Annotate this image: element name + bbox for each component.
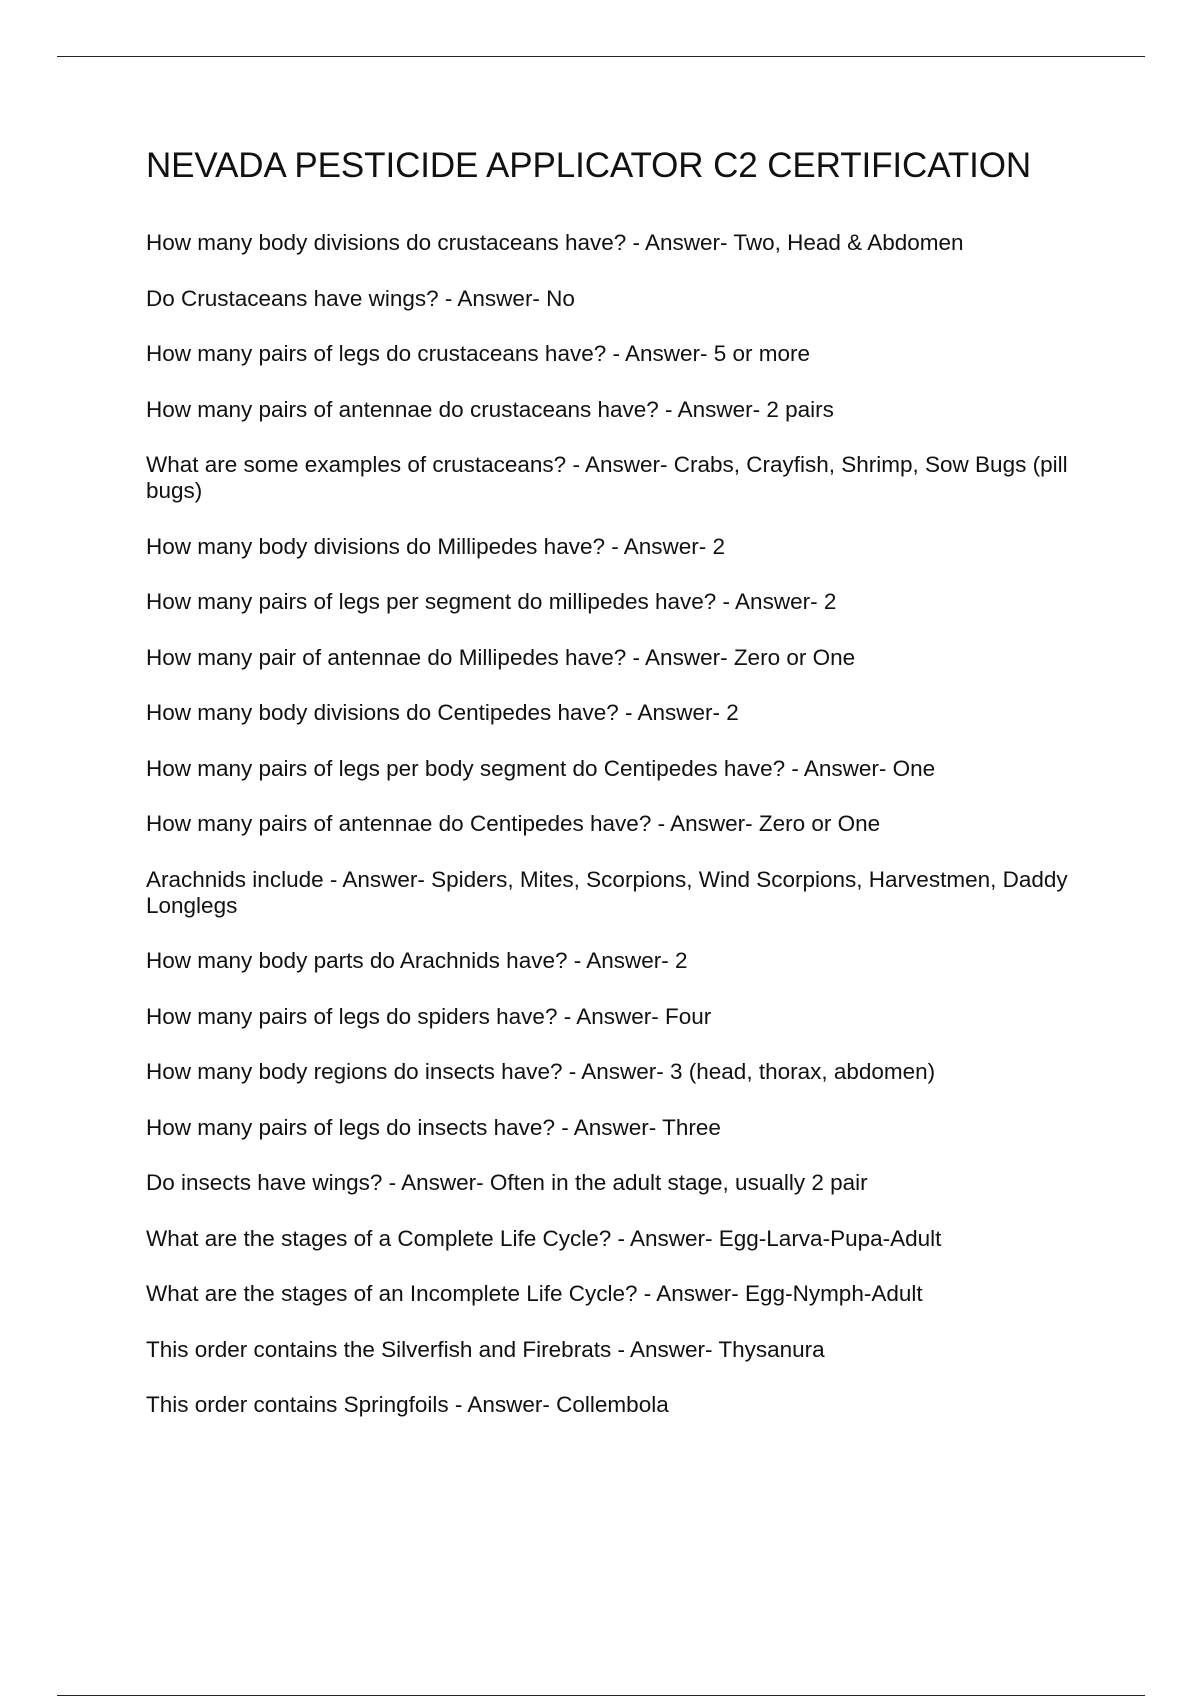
qa-item: This order contains the Silverfish and Firebrats - Answer- Thysanura	[146, 1336, 825, 1362]
qa-item: How many body divisions do Millipedes have? - Answer- 2	[146, 533, 726, 559]
qa-item: Do insects have wings? - Answer- Often in the adult stage, usually 2 pair	[146, 1170, 868, 1195]
qa-item: How many pairs of antennae do crustaceans have? - Answer- 2 pairs	[146, 396, 834, 422]
qa-item: How many pairs of antennae do Centipedes have? - Answer- Zero or One	[146, 811, 881, 836]
footer-rule	[57, 1695, 1145, 1696]
qa-item: How many pairs of legs do spiders have? - Answer- Four	[146, 1003, 712, 1029]
qa-item: What are the stages of an Incomplete Life Cycle? - Answer- Egg-Nymph-Adult	[146, 1281, 923, 1306]
qa-item: This order contains Springfoils - Answer- Collembola	[146, 1392, 669, 1417]
page-content	[146, 142, 1076, 1448]
qa-list	[146, 230, 1076, 1418]
qa-item: How many pairs of legs per body segment do Centipedes have? - Answer- One	[146, 755, 936, 781]
qa-item: How many pairs of legs do crustaceans have? - Answer- 5 or more	[146, 341, 811, 366]
qa-item: How many body divisions do crustaceans have? - Answer- Two, Head & Abdomen	[146, 230, 964, 255]
qa-item: What are the stages of a Complete Life Cycle? - Answer- Egg-Larva-Pupa-Adult	[146, 1225, 942, 1251]
qa-item: Do Crustaceans have wings? - Answer- No	[146, 285, 575, 311]
qa-item: What are some examples of crustaceans? - Answer- Crabs, Crayfish, Shrimp, Sow Bugs (pill bugs)	[146, 452, 1068, 503]
qa-item: How many pairs of legs per segment do millipedes have? - Answer- 2	[146, 589, 837, 614]
qa-item: How many body parts do Arachnids have? - Answer- 2	[146, 948, 688, 973]
document-title: NEVADA PESTICIDE APPLICATOR C2 CERTIFICATION	[146, 146, 1032, 185]
header-rule	[57, 56, 1145, 57]
qa-item: How many body divisions do Centipedes have? - Answer- 2	[146, 700, 739, 725]
qa-item: How many pairs of legs do insects have? - Answer- Three	[146, 1114, 721, 1140]
qa-item: How many body regions do insects have? - Answer- 3 (head, thorax, abdomen)	[146, 1059, 936, 1084]
qa-item: Arachnids include - Answer- Spiders, Mites, Scorpions, Wind Scorpions, Harvestmen, Daddy Longlegs	[146, 866, 1068, 918]
qa-item: How many pair of antennae do Millipedes have? - Answer- Zero or One	[146, 644, 856, 670]
